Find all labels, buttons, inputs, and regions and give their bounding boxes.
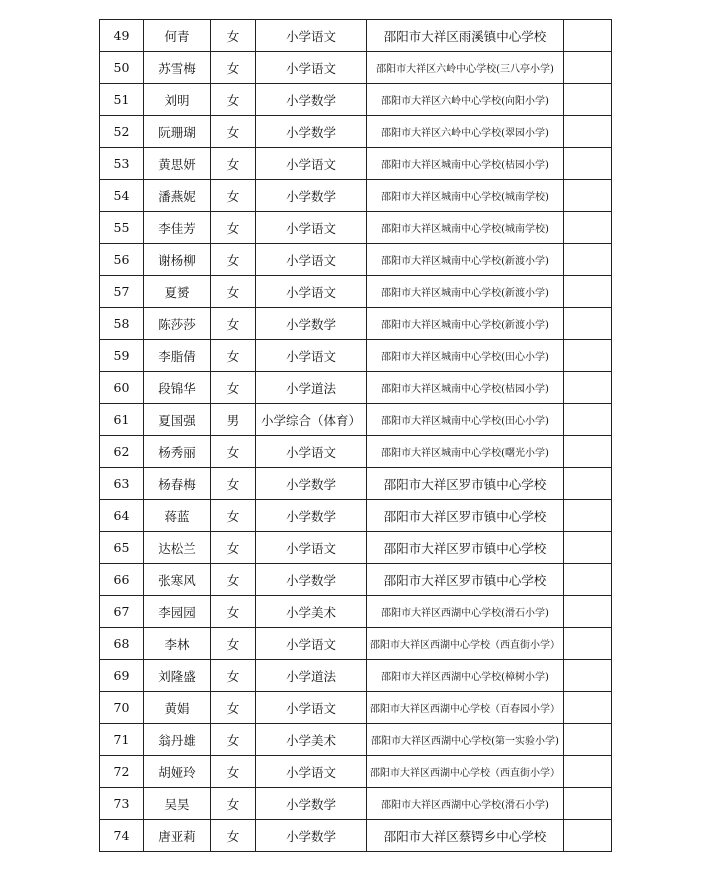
- row-number-cell: 71: [100, 724, 144, 756]
- gender-cell: 女: [211, 84, 256, 116]
- school-cell: 邵阳市大祥区西湖中心学校（西直街小学）: [367, 628, 564, 660]
- teacher-name-cell: 夏国强: [144, 404, 211, 436]
- subject-cell: 小学数学: [256, 180, 367, 212]
- subject-cell: 小学美术: [256, 596, 367, 628]
- gender-cell: 女: [211, 148, 256, 180]
- remarks-cell: [564, 532, 612, 564]
- subject-cell: 小学语文: [256, 436, 367, 468]
- teacher-name-cell: 黄思妍: [144, 148, 211, 180]
- subject-cell: 小学语文: [256, 20, 367, 52]
- remarks-cell: [564, 180, 612, 212]
- remarks-cell: [564, 756, 612, 788]
- school-cell: 邵阳市大祥区城南中心学校(新渡小学): [367, 276, 564, 308]
- row-number-cell: 58: [100, 308, 144, 340]
- row-number-cell: 65: [100, 532, 144, 564]
- remarks-cell: [564, 660, 612, 692]
- table-row: [100, 276, 612, 308]
- gender-cell: 女: [211, 468, 256, 500]
- row-number-cell: 55: [100, 212, 144, 244]
- table-row: [100, 692, 612, 724]
- row-number-cell: 61: [100, 404, 144, 436]
- row-number-cell: 52: [100, 116, 144, 148]
- gender-cell: 女: [211, 340, 256, 372]
- school-cell: 邵阳市大祥区西湖中心学校（西直街小学）: [367, 756, 564, 788]
- remarks-cell: [564, 340, 612, 372]
- school-cell: 邵阳市大祥区城南中心学校(新渡小学): [367, 308, 564, 340]
- remarks-cell: [564, 564, 612, 596]
- table-row: [100, 372, 612, 404]
- subject-cell: 小学数学: [256, 788, 367, 820]
- subject-cell: 小学语文: [256, 532, 367, 564]
- table-row: [100, 212, 612, 244]
- teacher-name-cell: 吴昊: [144, 788, 211, 820]
- school-cell: 邵阳市大祥区西湖中心学校(第一实验小学): [367, 724, 564, 756]
- gender-cell: 女: [211, 436, 256, 468]
- teacher-name-cell: 黄娟: [144, 692, 211, 724]
- table-row: [100, 20, 612, 52]
- row-number-cell: 63: [100, 468, 144, 500]
- teacher-name-cell: 唐亚莉: [144, 820, 211, 852]
- subject-cell: 小学语文: [256, 628, 367, 660]
- gender-cell: 女: [211, 692, 256, 724]
- table-row: [100, 84, 612, 116]
- table-row: [100, 788, 612, 820]
- school-cell: 邵阳市大祥区城南中心学校(曙光小学): [367, 436, 564, 468]
- subject-cell: 小学数学: [256, 116, 367, 148]
- remarks-cell: [564, 596, 612, 628]
- row-number-cell: 66: [100, 564, 144, 596]
- remarks-cell: [564, 52, 612, 84]
- school-cell: 邵阳市大祥区城南中心学校(田心小学): [367, 340, 564, 372]
- teacher-name-cell: 达松兰: [144, 532, 211, 564]
- row-number-cell: 50: [100, 52, 144, 84]
- row-number-cell: 67: [100, 596, 144, 628]
- row-number-cell: 62: [100, 436, 144, 468]
- gender-cell: 女: [211, 244, 256, 276]
- teacher-name-cell: 胡娅玲: [144, 756, 211, 788]
- row-number-cell: 70: [100, 692, 144, 724]
- gender-cell: 女: [211, 180, 256, 212]
- table-row: [100, 180, 612, 212]
- gender-cell: 女: [211, 660, 256, 692]
- gender-cell: 女: [211, 532, 256, 564]
- subject-cell: 小学数学: [256, 308, 367, 340]
- row-number-cell: 69: [100, 660, 144, 692]
- school-cell: 邵阳市大祥区六岭中心学校(三八亭小学): [367, 52, 564, 84]
- school-cell: 邵阳市大祥区罗市镇中心学校: [367, 564, 564, 596]
- table-row: [100, 116, 612, 148]
- subject-cell: 小学语文: [256, 692, 367, 724]
- gender-cell: 女: [211, 52, 256, 84]
- gender-cell: 女: [211, 212, 256, 244]
- remarks-cell: [564, 276, 612, 308]
- remarks-cell: [564, 692, 612, 724]
- subject-cell: 小学语文: [256, 148, 367, 180]
- row-number-cell: 64: [100, 500, 144, 532]
- row-number-cell: 56: [100, 244, 144, 276]
- teacher-name-cell: 李园园: [144, 596, 211, 628]
- gender-cell: 女: [211, 308, 256, 340]
- table-row: [100, 660, 612, 692]
- school-cell: 邵阳市大祥区罗市镇中心学校: [367, 500, 564, 532]
- gender-cell: 女: [211, 116, 256, 148]
- teacher-name-cell: 李佳芳: [144, 212, 211, 244]
- remarks-cell: [564, 628, 612, 660]
- subject-cell: 小学数学: [256, 468, 367, 500]
- school-cell: 邵阳市大祥区城南中心学校(新渡小学): [367, 244, 564, 276]
- remarks-cell: [564, 308, 612, 340]
- school-cell: 邵阳市大祥区西湖中心学校(樟树小学): [367, 660, 564, 692]
- teacher-name-cell: 苏雪梅: [144, 52, 211, 84]
- table-row: [100, 340, 612, 372]
- remarks-cell: [564, 84, 612, 116]
- school-cell: 邵阳市大祥区城南中心学校(城南学校): [367, 212, 564, 244]
- gender-cell: 女: [211, 500, 256, 532]
- table-row: [100, 468, 612, 500]
- subject-cell: 小学语文: [256, 52, 367, 84]
- teacher-name-cell: 蒋蓝: [144, 500, 211, 532]
- remarks-cell: [564, 372, 612, 404]
- remarks-cell: [564, 436, 612, 468]
- school-cell: 邵阳市大祥区六岭中心学校(向阳小学): [367, 84, 564, 116]
- subject-cell: 小学数学: [256, 820, 367, 852]
- table-row: [100, 308, 612, 340]
- teacher-name-cell: 杨秀丽: [144, 436, 211, 468]
- gender-cell: 女: [211, 20, 256, 52]
- table-row: [100, 532, 612, 564]
- table-row: [100, 820, 612, 852]
- school-cell: 邵阳市大祥区城南中心学校(桔园小学): [367, 372, 564, 404]
- remarks-cell: [564, 404, 612, 436]
- roster-table: [99, 19, 612, 852]
- gender-cell: 女: [211, 564, 256, 596]
- subject-cell: 小学道法: [256, 660, 367, 692]
- subject-cell: 小学语文: [256, 244, 367, 276]
- row-number-cell: 60: [100, 372, 144, 404]
- teacher-name-cell: 潘燕妮: [144, 180, 211, 212]
- table-row: [100, 628, 612, 660]
- teacher-name-cell: 陈莎莎: [144, 308, 211, 340]
- subject-cell: 小学语文: [256, 212, 367, 244]
- table-row: [100, 148, 612, 180]
- school-cell: 邵阳市大祥区罗市镇中心学校: [367, 532, 564, 564]
- gender-cell: 女: [211, 788, 256, 820]
- teacher-name-cell: 杨春梅: [144, 468, 211, 500]
- school-cell: 邵阳市大祥区西湖中心学校(滑石小学): [367, 788, 564, 820]
- subject-cell: 小学道法: [256, 372, 367, 404]
- table-row: [100, 564, 612, 596]
- teacher-name-cell: 刘明: [144, 84, 211, 116]
- school-cell: 邵阳市大祥区西湖中心学校（百春园小学）: [367, 692, 564, 724]
- table-row: [100, 724, 612, 756]
- remarks-cell: [564, 788, 612, 820]
- row-number-cell: 54: [100, 180, 144, 212]
- row-number-cell: 53: [100, 148, 144, 180]
- teacher-name-cell: 阮珊瑚: [144, 116, 211, 148]
- teacher-name-cell: 何青: [144, 20, 211, 52]
- gender-cell: 女: [211, 628, 256, 660]
- table-row: [100, 404, 612, 436]
- row-number-cell: 72: [100, 756, 144, 788]
- gender-cell: 女: [211, 276, 256, 308]
- roster-body: [100, 20, 612, 852]
- teacher-name-cell: 李林: [144, 628, 211, 660]
- teacher-name-cell: 张寒风: [144, 564, 211, 596]
- table-row: [100, 596, 612, 628]
- row-number-cell: 57: [100, 276, 144, 308]
- remarks-cell: [564, 116, 612, 148]
- subject-cell: 小学数学: [256, 84, 367, 116]
- teacher-name-cell: 谢杨柳: [144, 244, 211, 276]
- row-number-cell: 59: [100, 340, 144, 372]
- school-cell: 邵阳市大祥区西湖中心学校(滑石小学): [367, 596, 564, 628]
- gender-cell: 男: [211, 404, 256, 436]
- teacher-name-cell: 翁丹雄: [144, 724, 211, 756]
- school-cell: 邵阳市大祥区城南中心学校(田心小学): [367, 404, 564, 436]
- school-cell: 邵阳市大祥区城南中心学校(桔园小学): [367, 148, 564, 180]
- row-number-cell: 73: [100, 788, 144, 820]
- teacher-name-cell: 李脂倩: [144, 340, 211, 372]
- school-cell: 邵阳市大祥区蔡锷乡中心学校: [367, 820, 564, 852]
- teacher-name-cell: 夏赟: [144, 276, 211, 308]
- table-row: [100, 244, 612, 276]
- subject-cell: 小学数学: [256, 500, 367, 532]
- gender-cell: 女: [211, 820, 256, 852]
- school-cell: 邵阳市大祥区城南中心学校(城南学校): [367, 180, 564, 212]
- gender-cell: 女: [211, 724, 256, 756]
- gender-cell: 女: [211, 756, 256, 788]
- subject-cell: 小学美术: [256, 724, 367, 756]
- table-row: [100, 436, 612, 468]
- gender-cell: 女: [211, 372, 256, 404]
- row-number-cell: 51: [100, 84, 144, 116]
- school-cell: 邵阳市大祥区雨溪镇中心学校: [367, 20, 564, 52]
- remarks-cell: [564, 468, 612, 500]
- remarks-cell: [564, 20, 612, 52]
- remarks-cell: [564, 820, 612, 852]
- remarks-cell: [564, 724, 612, 756]
- subject-cell: 小学综合（体育）: [256, 404, 367, 436]
- remarks-cell: [564, 148, 612, 180]
- teacher-name-cell: 刘隆盛: [144, 660, 211, 692]
- gender-cell: 女: [211, 596, 256, 628]
- remarks-cell: [564, 212, 612, 244]
- row-number-cell: 68: [100, 628, 144, 660]
- table-row: [100, 52, 612, 84]
- row-number-cell: 49: [100, 20, 144, 52]
- subject-cell: 小学语文: [256, 340, 367, 372]
- remarks-cell: [564, 500, 612, 532]
- subject-cell: 小学数学: [256, 564, 367, 596]
- table-row: [100, 756, 612, 788]
- teacher-name-cell: 段锦华: [144, 372, 211, 404]
- table-row: [100, 500, 612, 532]
- row-number-cell: 74: [100, 820, 144, 852]
- remarks-cell: [564, 244, 612, 276]
- subject-cell: 小学语文: [256, 276, 367, 308]
- school-cell: 邵阳市大祥区罗市镇中心学校: [367, 468, 564, 500]
- school-cell: 邵阳市大祥区六岭中心学校(翠园小学): [367, 116, 564, 148]
- subject-cell: 小学语文: [256, 756, 367, 788]
